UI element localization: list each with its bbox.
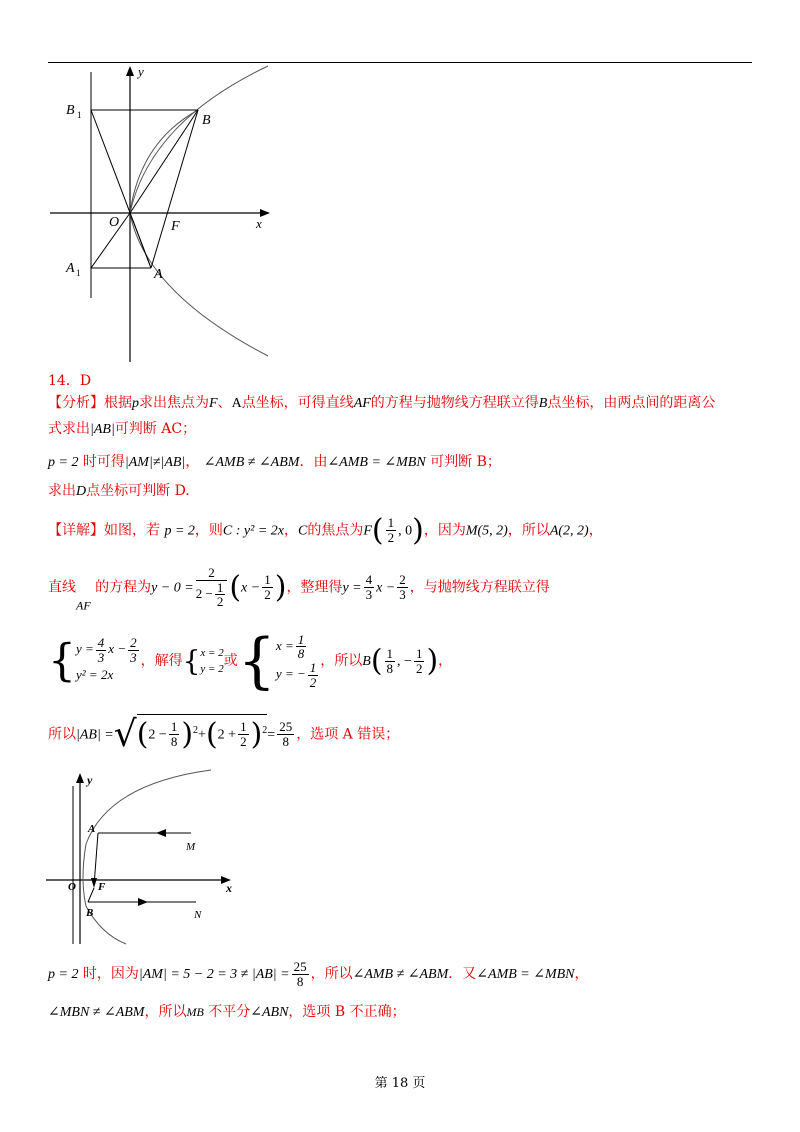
label-O: O [109,215,120,230]
arrow-M-icon [156,829,166,837]
label-y: y [138,64,144,79]
analysis-line-1: 【分析】根据p求出焦点为F、A点坐标，可得直线AF的方程与抛物线方程联立得B点坐标，由两点间的距离公 [48,395,716,411]
parabola-curve [83,770,211,944]
y-axis-arrow-icon [76,773,84,783]
analysis-line-3: p = 2 时可得|AM|≠|AB|， ∠AMB ≠ ∠ABM．由∠AMB = ∠MBN 可判断 B； [48,454,501,470]
label-A1-sub: 1 [76,268,81,278]
label-A: A [88,823,96,835]
bottom-line-2: ∠MBN ≠ ∠ABM，所以MB 不平分∠ABN，选项 B 不正确； [48,1004,406,1020]
figure-parabola-1 [50,62,280,362]
label-B1: B [66,103,75,118]
analysis-line-2: 式求出|AB|可判断 AC； [48,421,197,437]
detail-line-1: 【详解】如图，若 p = 2，则C : y² = 2x，C的焦点为F( $\frac{1}{2}$ , 0)，因为M(5, 2)，所以A(2, 2)， [48,513,603,548]
label-B1-sub: 1 [77,110,82,120]
detail-line-2: 直线AF 的方程为y − 0 = 2 2 − $\frac{1}{2}$ (x − $\frac{1}{2}$ )，整理得y = $\frac{4}{3}$ x − $\frac{2}{3}$ ，与抛物线方程联立得 [48,565,550,613]
label-M: M [186,841,196,853]
label-B: B [86,907,94,919]
answer-label: 14．D [48,373,92,389]
detail-line-4: 所以|AB| =√(2 − $\frac{1}{8}$ )$^2$+(2 + $\frac{1}{2}$ )$^2$= $\frac{25}{8}$ ，选项 A 错误； [48,714,400,755]
label-N: N [194,909,202,921]
label-F: F [171,219,180,234]
label-A: A [154,267,163,282]
label-x: x [256,216,262,231]
label-A1: A [66,261,75,276]
y-axis-arrow-icon [126,66,134,76]
arrow-N-icon [138,898,148,906]
figure-parabola-2 [46,766,246,946]
page-footer: 第 18 页 [374,1076,426,1091]
label-x: x [226,881,232,895]
label-F: F [98,881,106,893]
detail-line-3: { y = $\frac{4}{3}$ x − $\frac{2}{3}$ y² = 2x ，解得{ x = 2 y = 2 或{ x = $\frac{1}{8}$ y = − $\frac{1}{2}$ ，所以B( $\frac{1}{8}$ , − $\frac{1}{2}$ )， [48,626,453,696]
label-y: y [87,773,93,787]
analysis-line-4: 求出D点坐标可判断 D. [48,483,190,499]
arrow-F-icon [91,878,97,888]
label-B: B [202,113,211,128]
bottom-line-1: p = 2 时，因为|AM| = 5 − 2 = 3 ≠ |AB| = $\frac{25}{8}$ ，所以∠AMB ≠ ∠ABM．又∠AMB = ∠MBN， [48,959,589,989]
label-O: O [68,881,76,893]
